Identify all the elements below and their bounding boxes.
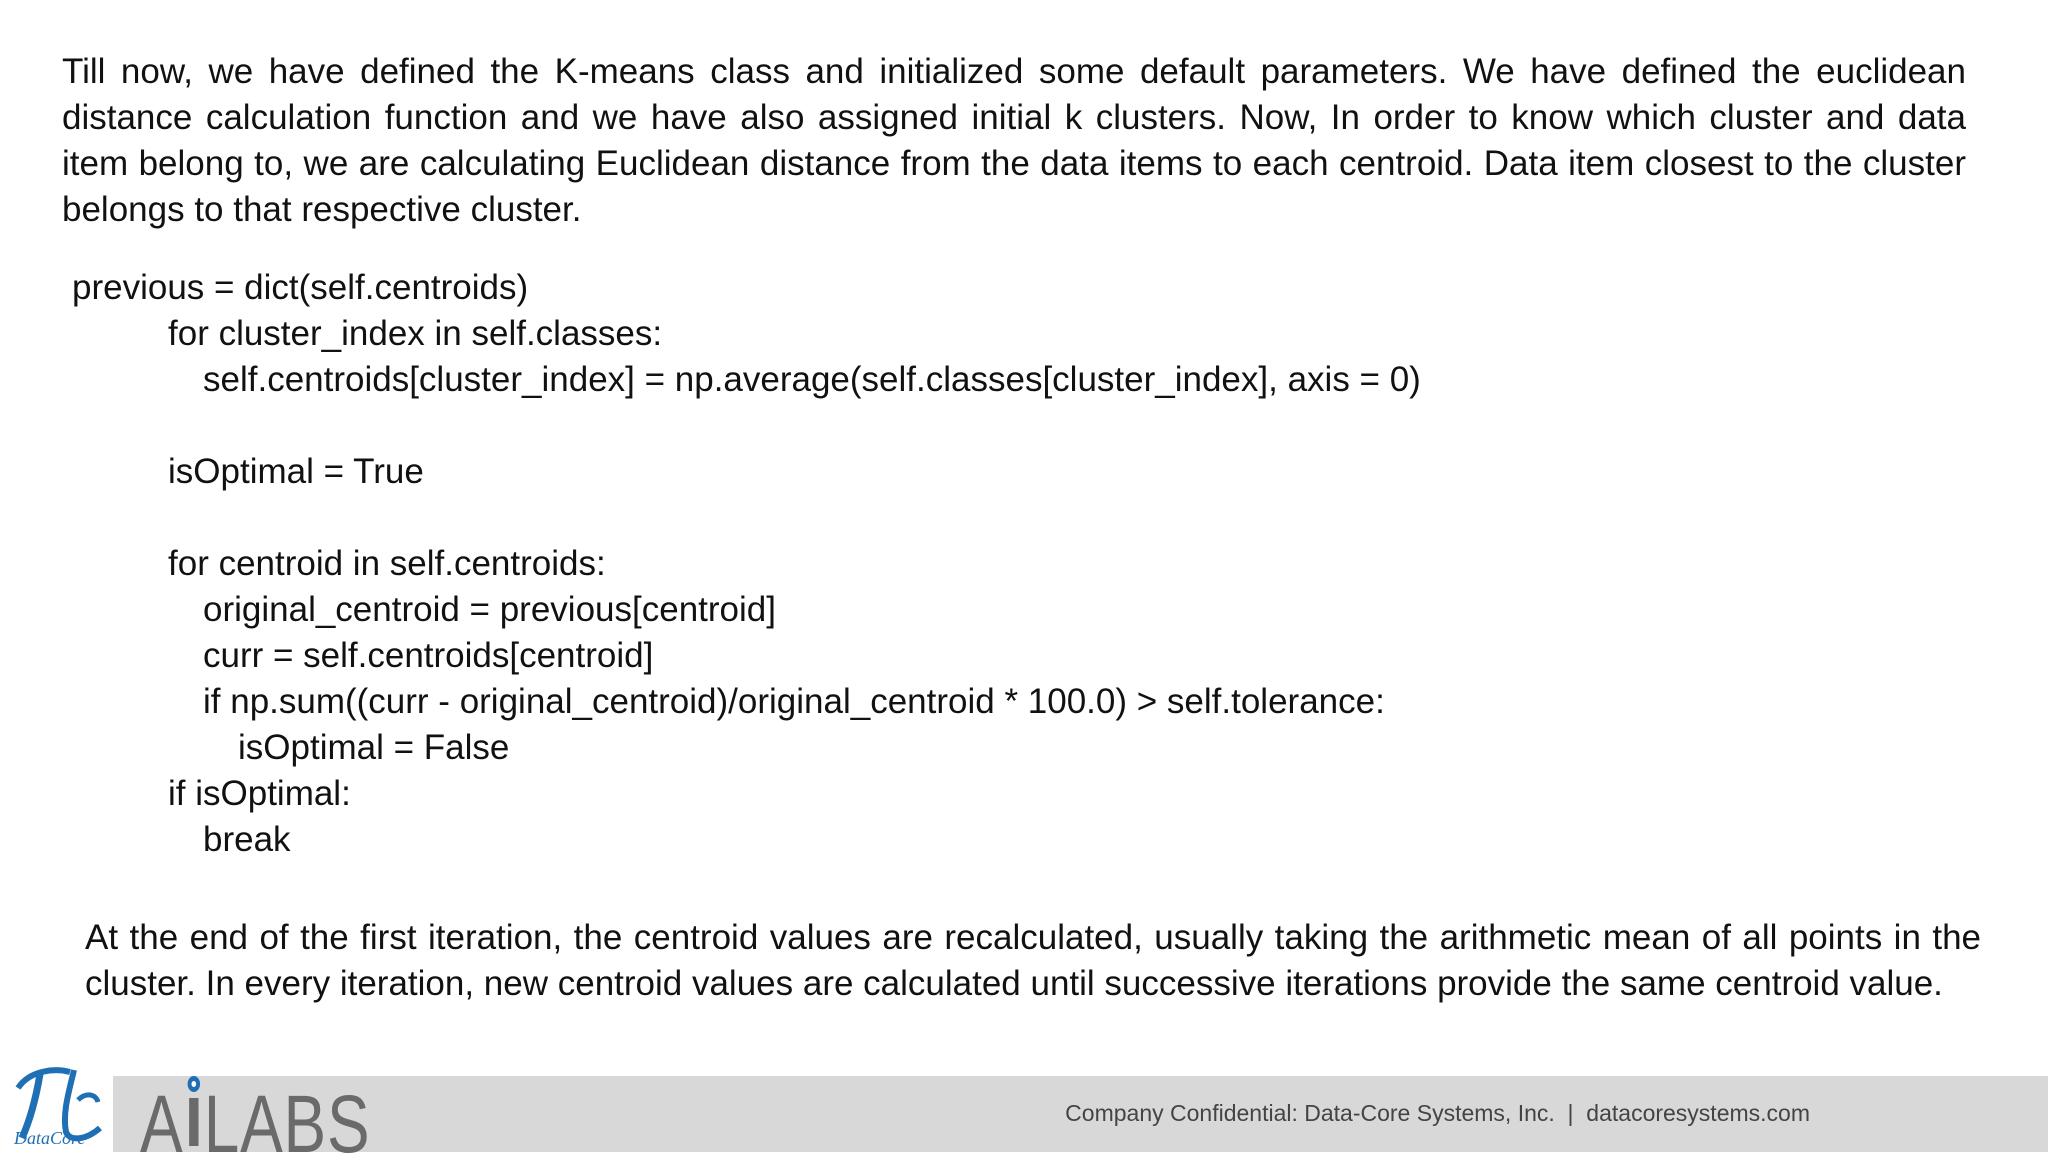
code-blank-line	[72, 403, 1421, 449]
footer-confidential-text: Company Confidential: Data-Core Systems, Inc. | datacoresystems.com	[1065, 1100, 1810, 1126]
datacore-logo	[0, 1058, 113, 1152]
code-line: curr = self.centroids[centroid]	[203, 636, 654, 675]
code-line: for cluster_index in self.classes:	[168, 314, 663, 353]
datacore-logo-icon	[0, 1058, 113, 1152]
code-line: self.centroids[cluster_index] = np.average(self.classes[cluster_index], axis = 0)	[203, 360, 1421, 399]
intro-paragraph: Till now, we have defined the K-means class and initialized some default parameters. We have defined the euclidean distance calculation function and we have also assigned initial k clusters. Now, In order to know which cluster and data item belong to, we are calculating Euclidean distance from the data items to each centroid. Data item closest to the cluster belongs to that respective cluster.	[62, 52, 1966, 229]
person-gear-icon	[183, 1072, 203, 1165]
code-line: previous = dict(self.centroids)	[72, 268, 529, 307]
ailabs-brand	[140, 1072, 371, 1170]
brand-prefix: A	[140, 1079, 184, 1170]
code-line: isOptimal = False	[238, 728, 510, 767]
code-blank-line	[72, 495, 1421, 541]
code-line: isOptimal = True	[168, 452, 424, 491]
outro-paragraph: At the end of the first iteration, the centroid values are recalculated, usually taking the arithmetic mean of all points in the cluster. In every iteration, new centroid values are calculated until successive iterations provide the same centroid value.	[85, 918, 1981, 1003]
code-line: for centroid in self.centroids:	[168, 544, 606, 583]
code-line: original_centroid = previous[centroid]	[203, 590, 776, 629]
code-line: if np.sum((curr - original_centroid)/original_centroid * 100.0) > self.tolerance:	[203, 682, 1385, 721]
code-line: if isOptimal:	[168, 774, 351, 813]
code-block	[72, 265, 1421, 863]
brand-suffix: LABS	[203, 1079, 371, 1170]
code-line: break	[203, 820, 291, 859]
logo-text: DataCore	[14, 1128, 86, 1148]
